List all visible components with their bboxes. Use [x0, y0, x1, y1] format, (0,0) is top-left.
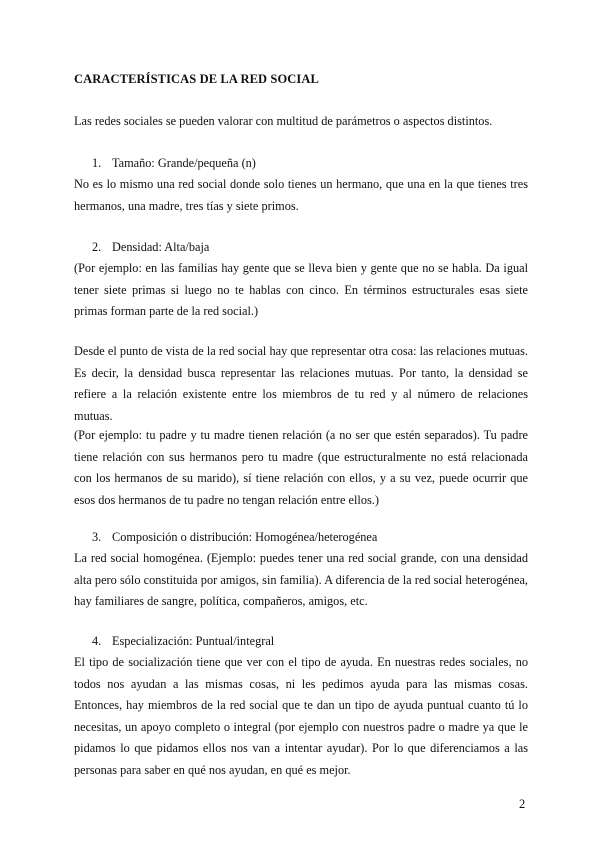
section-2-heading	[92, 240, 209, 255]
section-1-paragraph-1: No es lo mismo una red social donde solo tienes un hermano, que una en la que tienes tres hermanos, una madre, tres tías y siete primos.	[74, 177, 528, 213]
section-2-number: 2.	[92, 240, 102, 254]
section-1-number: 1.	[92, 156, 102, 170]
section-3-title: Composición o distribución: Homogénea/heterogénea	[112, 530, 378, 544]
section-3-heading	[92, 530, 377, 545]
section-1-title: Tamaño: Grande/pequeña (n)	[112, 156, 256, 170]
section-4-heading	[92, 634, 274, 649]
section-2-paragraph-2: Desde el punto de vista de la red social hay que representar otra cosa: las relaciones mutuas. Es decir, la densidad busca representar las relaciones mutuas. Por tanto, la densidad se refiere a la relación existente entre los miembros de tu red y al número de relaciones mutuas.	[74, 344, 528, 423]
section-2-paragraph-3: (Por ejemplo: tu padre y tu madre tienen relación (a no ser que estén separados). Tu padre tiene relación con sus hermanos pero tu madre (que estructuralmente no está relacionada con los hermanos de su marido), sí tiene relación con ellos, y a su vez, puede ocurrir que esos dos hermanos de tu padre no tengan relación entre ellos.)	[74, 428, 528, 507]
section-4-number: 4.	[92, 634, 102, 648]
section-3-number: 3.	[92, 530, 102, 544]
intro-text: Las redes sociales se pueden valorar con multitud de parámetros o aspectos distintos.	[74, 114, 493, 128]
section-3-paragraph-1: La red social homogénea. (Ejemplo: puedes tener una red social grande, con una densidad alta pero sólo constituida por amigos, sin familia). A diferencia de la red social heterogénea, hay familiares de sangre, política, compañeros, amigos, etc.	[74, 551, 528, 608]
section-4-paragraph-1: El tipo de socialización tiene que ver con el tipo de ayuda. En nuestras redes sociales, no todos nos ayudan a las mismas cosas, ni les pedimos ayuda para las mismas cosas. Entonces, hay miembros de la red social que te dan un tipo de ayuda puntual cuanto tú lo necesitas, un apoyo completo o integral (por ejemplo con nuestros padre o madre ya que le pidamos lo que pidamos ellos nos van a intentar ayudar). Por lo que diferenciamos a las personas para saber en qué nos ayudan, en qué es mejor.	[74, 655, 528, 777]
page-number: 2	[519, 797, 526, 811]
section-4-title: Especialización: Puntual/integral	[112, 634, 275, 648]
section-2-paragraph-1: (Por ejemplo: en las familias hay gente que se lleva bien y gente que no se habla. Da igual tener siete primas si luego no te hablas con cinco. En términos estructurales esas siete primas forman parte de la red social.)	[74, 261, 528, 318]
section-2-title: Densidad: Alta/baja	[112, 240, 210, 254]
page-title: CARACTERÍSTICAS DE LA RED SOCIAL	[74, 72, 319, 86]
section-1-heading	[92, 156, 256, 171]
